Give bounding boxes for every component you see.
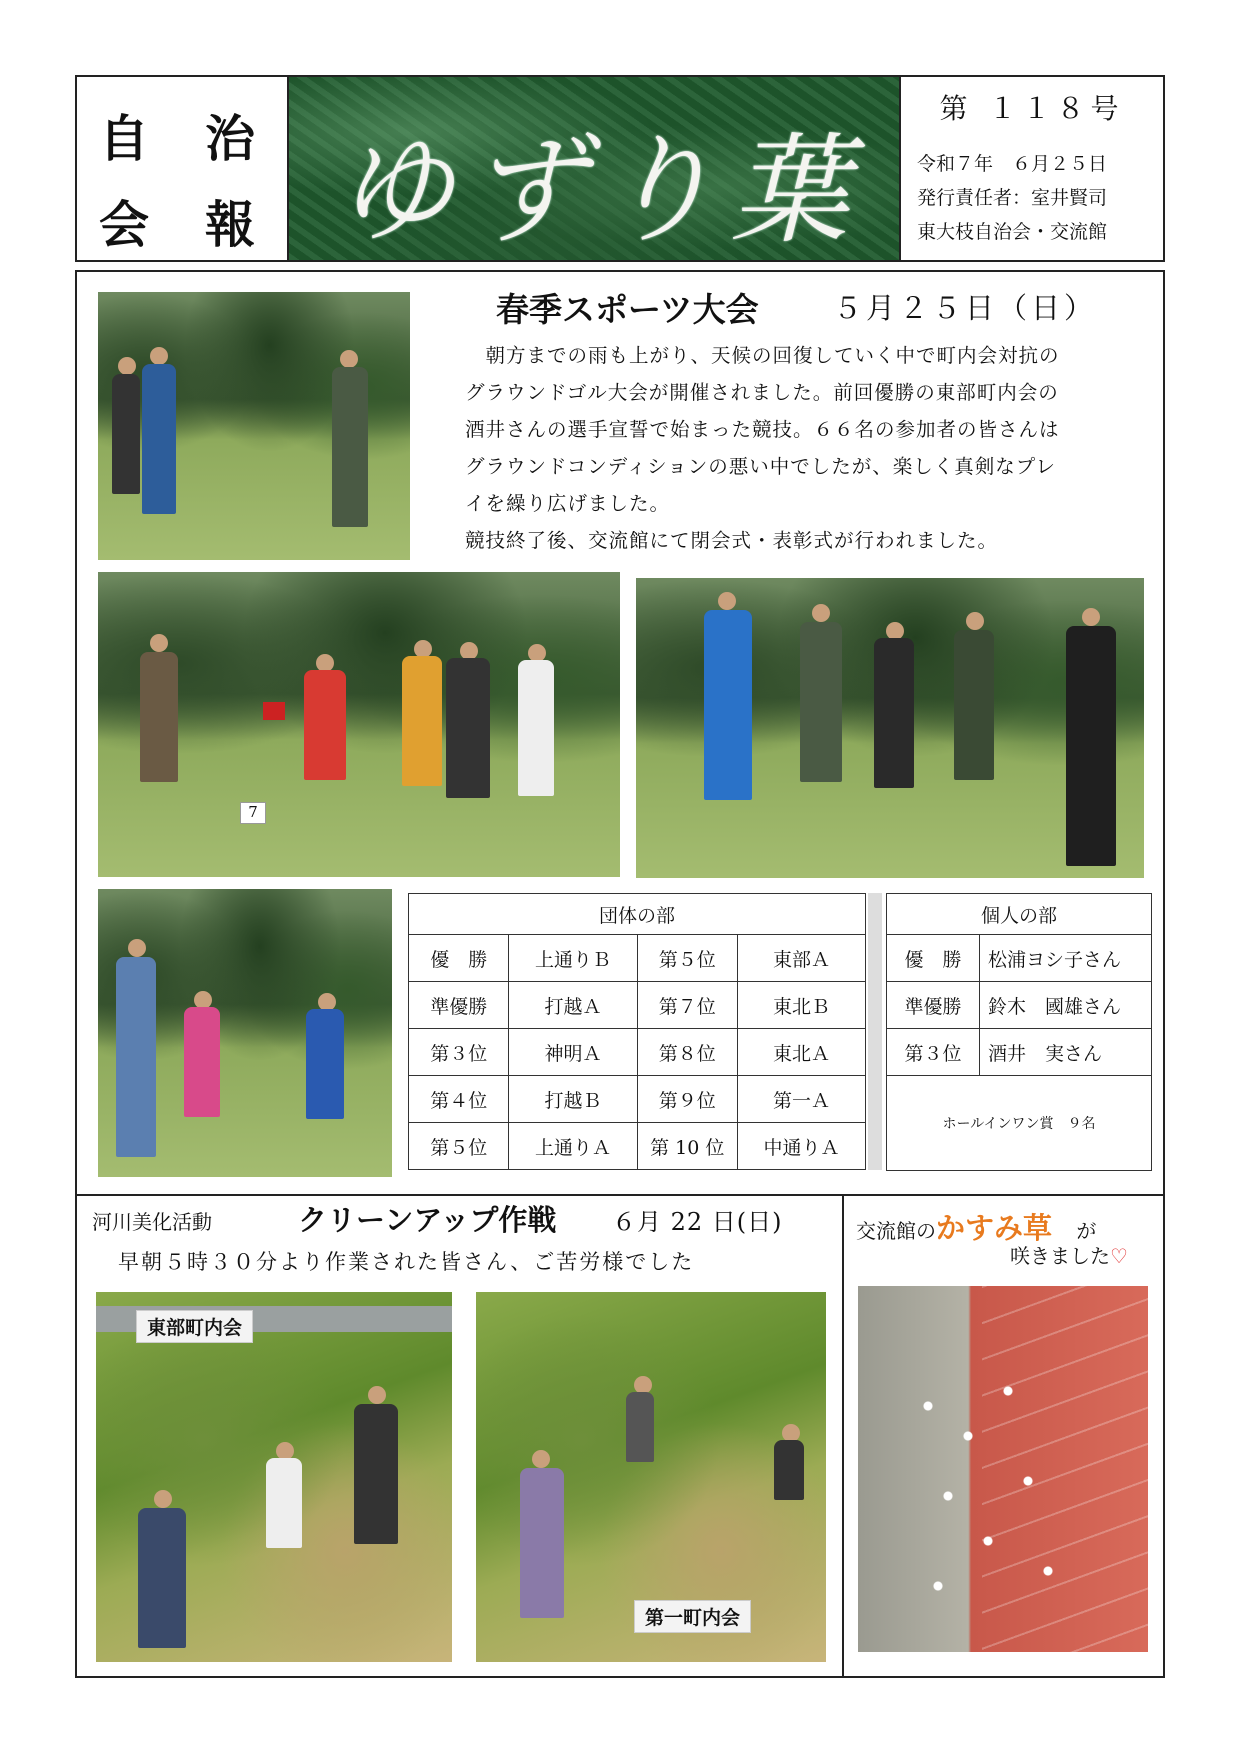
table-gap	[868, 893, 882, 1170]
photo-award-ceremony	[636, 578, 1144, 878]
photo-label: 第一町内会	[634, 1600, 751, 1633]
flower-caption-text: 咲きました	[1010, 1244, 1110, 1268]
table-cell: 第３位	[409, 1029, 509, 1076]
issue-number: 第 １１８号	[939, 92, 1125, 125]
table-cell: 第 10 位	[637, 1123, 737, 1170]
table-cell: 打越Ａ	[509, 982, 637, 1029]
heart-icon: ♡	[1110, 1244, 1128, 1268]
photo-daiichi-cleanup	[476, 1292, 826, 1662]
team-results-header: 団体の部	[409, 894, 866, 935]
flower-cluster	[888, 1346, 1088, 1646]
organization: 東大枝自治会・交流館	[917, 221, 1108, 243]
table-cell: 第９位	[637, 1076, 737, 1123]
sports-title: 春季スポーツ大会	[496, 290, 759, 329]
cleanup-title: クリーンアップ作戦	[298, 1203, 557, 1237]
table-row	[887, 1076, 1152, 1171]
individual-results-header: 個人の部	[887, 894, 1152, 935]
table-cell: 第８位	[637, 1029, 737, 1076]
paragraph-line: イを繰り広げました。	[465, 492, 671, 515]
table-cell: 上通りＡ	[509, 1123, 637, 1170]
masthead-char: 会	[99, 196, 149, 254]
table-cell: 第７位	[637, 982, 737, 1029]
table-cell: 第４位	[409, 1076, 509, 1123]
masthead-label-box	[77, 77, 289, 260]
masthead-char: 治	[205, 110, 255, 168]
table-row	[887, 982, 1152, 1029]
table-cell: 準優勝	[887, 982, 980, 1029]
photo-tobu-cleanup	[96, 1292, 452, 1662]
golf-flag	[263, 702, 285, 720]
masthead-title-panel	[289, 77, 901, 260]
paragraph-line: 朝方までの雨も上がり、天候の回復していく中で町内会対抗の	[465, 344, 1060, 367]
flower-caption-line2	[1010, 1240, 1128, 1269]
table-cell: 酒井 実さん	[980, 1029, 1152, 1076]
section-divider	[75, 1194, 1165, 1196]
photo-kasumi-flowers	[858, 1286, 1148, 1652]
photo-label: 東部町内会	[136, 1310, 253, 1343]
table-cell: 第５位	[409, 1123, 509, 1170]
table-row	[887, 1029, 1152, 1076]
table-row	[409, 1029, 866, 1076]
table-cell: 第３位	[887, 1029, 980, 1076]
table-cell: 優 勝	[887, 935, 980, 982]
paragraph-line: グラウンドゴル大会が開催されました。前回優勝の東部町内会の	[465, 381, 1059, 404]
table-cell: 優 勝	[409, 935, 509, 982]
flower-name: かすみ草	[936, 1211, 1053, 1245]
cleanup-subtitle: 早朝５時３０分より作業された皆さん、ご苦労様でした	[118, 1250, 695, 1274]
cleanup-category: 河川美化活動	[92, 1210, 212, 1234]
photo-opening-ceremony	[98, 292, 410, 560]
table-row	[409, 982, 866, 1029]
table-cell: 上通りＢ	[509, 935, 637, 982]
table-cell: 第一Ａ	[737, 1076, 865, 1123]
paragraph-line: グラウンドコンディションの悪い中でしたが、楽しく真剣なプレ	[465, 455, 1056, 478]
flower-caption-prefix: 交流館の	[856, 1219, 936, 1243]
section-divider	[842, 1194, 844, 1678]
paragraph-line: 競技終了後、交流館にて閉会式・表彰式が行われました。	[465, 529, 999, 552]
team-results-table	[408, 893, 866, 1170]
publisher: 発行責任者：室井賢司	[917, 187, 1108, 209]
table-row	[409, 1123, 866, 1170]
table-cell: 第５位	[637, 935, 737, 982]
table-cell: 鈴木 國雄さん	[980, 982, 1152, 1029]
newsletter-title: ゆずり葉	[334, 121, 863, 259]
cleanup-date: ６月 22 日(日)	[612, 1208, 783, 1236]
table-cell: 東北Ａ	[737, 1029, 865, 1076]
table-cell: 神明Ａ	[509, 1029, 637, 1076]
photo-players-on-course	[98, 889, 392, 1177]
table-row	[887, 935, 1152, 982]
table-cell: 準優勝	[409, 982, 509, 1029]
flower-caption-suffix: が	[1076, 1219, 1097, 1243]
sports-paragraph	[465, 337, 1145, 559]
paragraph-line: 酒井さんの選手宣誓で始まった競技。６６名の参加者の皆さんは	[465, 418, 1060, 441]
masthead	[75, 75, 1165, 262]
table-cell: 東北Ｂ	[737, 982, 865, 1029]
table-cell: 打越Ｂ	[509, 1076, 637, 1123]
hole-post-number: 7	[240, 802, 266, 824]
hole-in-one-award: ホールインワン賞 ９名	[887, 1076, 1152, 1171]
photo-ground-golf-play	[98, 572, 620, 877]
sports-date: ５月２５日（日）	[833, 291, 1098, 325]
masthead-info	[901, 77, 1163, 260]
table-row	[409, 1076, 866, 1123]
table-cell: 東部Ａ	[737, 935, 865, 982]
individual-results-table	[886, 893, 1152, 1171]
masthead-char: 自	[99, 110, 149, 168]
masthead-char: 報	[205, 196, 255, 254]
table-cell: 松浦ヨシ子さん	[980, 935, 1152, 982]
table-row	[409, 935, 866, 982]
table-cell: 中通りＡ	[737, 1123, 865, 1170]
issue-date: 令和７年 ６月２５日	[917, 153, 1108, 175]
